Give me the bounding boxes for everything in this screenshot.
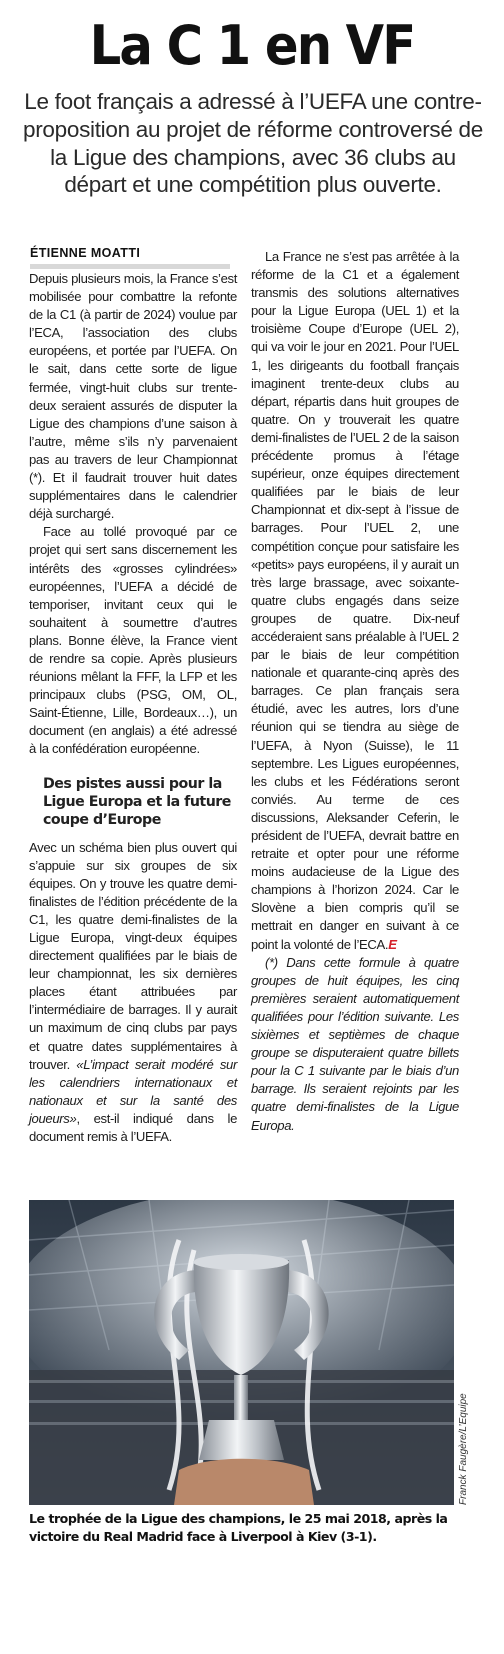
- photo-credit: Franck Faugère/L’Equipe: [458, 1393, 469, 1505]
- standfirst: Le foot français a adressé à l’UEFA une contre-proposition au projet de réforme controversé de la Ligue des champions, avec 36 clubs au départ et une compétition plus ouverte.: [23, 89, 483, 198]
- left-column: [29, 270, 237, 1146]
- trophy-photo-illustration: [29, 1200, 454, 1505]
- byline-block: [30, 244, 230, 269]
- headline: La C 1 en VF: [89, 14, 415, 77]
- footnote: (*) Dans cette formule à quatre groupes de huit équipes, les cinq premières seraient automatiquement qualifiées pour l’édition suivante. Les sixièmes et septièmes de chaque groupe se disputeraient quatre billets pour la C 1 suivante par le biais d’un barrage. Ils seraient rejoints par les quatre demi-finalistes de la Ligue Europa.: [251, 954, 459, 1133]
- paragraph: [29, 839, 237, 1147]
- paragraph-text: Avec un schéma bien plus ouvert qui s’appuie sur six groupes de six équipes. On y trouve les quatre demi-finalistes de l’édition précédente de la C1, les quatre demi-finalistes de la Ligue Europa, vingt-deux équipes directement qualifiées par le biais de leur championnat, les six dernières places étant attribuées par l’intermédiaire de barrages. Il y aurait un maximum de cinq clubs par pays et quatre dates supplémentaires à trouver.: [29, 839, 237, 1072]
- paragraph: Face au tollé provoqué par ce projet qui sert sans discernement les intérêts des «grosses cylindrées» européennes, l’UEFA a décidé de temporiser, invitant ceux qui le souhaitent à soumettre d’autres plans. Bonne élève, la France vient de rendre sa copie. Après plusieurs réunions mêlant la FFF, la LFP et les principaux clubs (PSG, OM, OL, Saint-Étienne, Lille, Bordeaux…), un document (en anglais) a été adressé à la confédération européenne.: [29, 524, 237, 757]
- paragraph-text: La France ne s’est pas arrêtée à la réforme de la C1 et a également transmis des solutions alternatives pour la Ligue Europa (UEL 1) et la troisième Coupe d’Europe (UEL 2), qui va voir le jour en 2021. Pour l’UEL 1, les dirigeants du football français imaginent trente-deux clubs au départ, répartis dans huit groupes de quatre. On y trouverait les quatre demi-finalistes de l’UEL 2 de la saison précédente promus à l’étage supérieur, onze équipes directement qualifiées par le biais de leur Championnat et dix-sept à l’issue de barrages. Pour l’UEL 2, une compétition conçue pour satisfaire les «petits» pays européens, il y aurait un très large brassage, avec soixante-quatre clubs engagés dans seize groupes de quatre. Dix-neuf accéderaient sans préalable à l’UEL 2 par le biais de leur compétition nationale et quarante-cinq après des barrages. Ce plan français sera étudié, avec les autres, lors d’une réunion qui se tiendra au siège de l’UEFA, à Nyon (Suisse), le 11 septembre. Les Ligues européennes, les clubs et les Fédérations seront conviés. Au terme de ces discussions, Aleksander Ceferin, le président de l’UEFA, devrait battre en retraite et opter pour une réforme moins audacieuse de la Ligue des champions à l’horizon 2024. Car le Slovène a bien compris qu’il se mettrait en danger en suivant à ce point la volonté de l’ECA.: [251, 249, 459, 952]
- paragraph: [251, 248, 459, 954]
- quote: «L’impact serait modéré sur les calendriers internationaux et nationaux et sur la santé des joueurs»: [29, 1056, 238, 1126]
- paragraph-text: , est-il indiqué dans le document remis à l’UEFA.: [29, 1110, 237, 1145]
- subheading: Des pistes aussi pour la Ligue Europa et la future coupe d’Europe: [43, 775, 231, 828]
- byline: ÉTIENNE MOATTI: [30, 246, 141, 260]
- end-mark-icon: E: [388, 936, 397, 952]
- right-column: [251, 248, 459, 1135]
- trophy-photo: [29, 1200, 454, 1505]
- photo-caption: Le trophée de la Ligue des champions, le 25 mai 2018, après la victoire du Real Madrid face à Liverpool à Kiev (3-1).: [29, 1511, 448, 1544]
- paragraph: Depuis plusieurs mois, la France s’est mobilisée pour combattre la refonte de la C1 (à partir de 2024) voulue par l’ECA, l’association des clubs européens, et portée par l’UEFA. On le sait, dans cette sorte de ligue fermée, vingt-huit clubs sur trente-deux seraient assurés de disputer la Ligue des champions d’une saison à l’autre, même s’ils n’y parvenaient pas au travers de leur Championnat (*). Et il faudrait trouver huit dates supplémentaires dans le calendrier déjà surchargé.: [29, 271, 237, 522]
